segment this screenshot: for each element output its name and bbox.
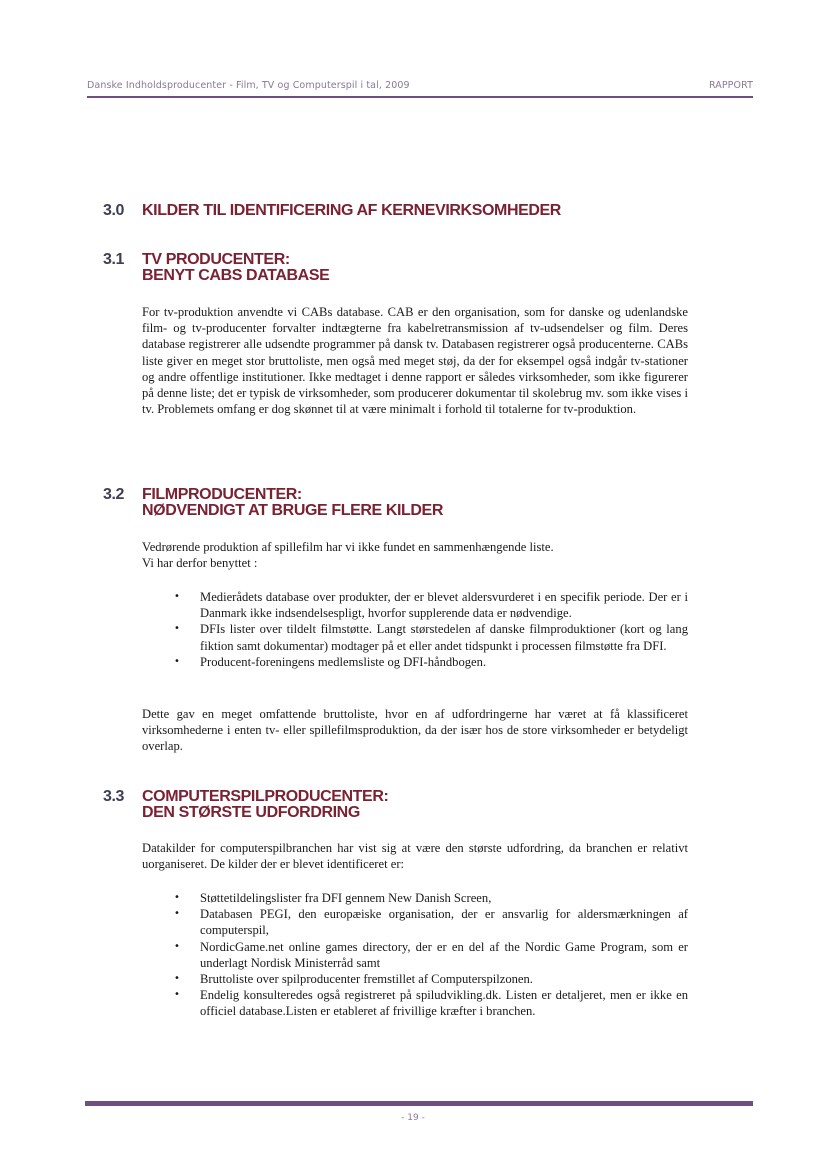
bullet-icon: •: [174, 892, 180, 903]
section-3-3-intro: Datakilder for computerspilbranchen har vist sig at være den største udfordring, da branchen er relativt uorganiseret. De kilder der er blevet identificeret er:: [142, 841, 688, 872]
page-number: - 19 -: [401, 1113, 425, 1123]
list-item: [172, 654, 688, 670]
bullet-icon: •: [174, 940, 180, 952]
intro-line-1: Vedrørende produktion af spillefilm har vi ikke fundet en sammenhængende liste.: [142, 540, 554, 554]
section-3-2-intro: [142, 539, 688, 571]
header-title: Danske Indholdsproducenter - Film, TV og Computerspil i tal, 2009: [87, 80, 410, 91]
header-divider: [87, 96, 753, 98]
section-title-line1: COMPUTERSPILPRODUCENTER:: [142, 788, 389, 805]
list-item-text: Producent-foreningens medlemsliste og DFI-håndbogen.: [200, 654, 487, 669]
running-header: [87, 80, 753, 91]
section-title-line2: BENYT CABS DATABASE: [142, 267, 330, 284]
list-item: [172, 621, 688, 653]
section-number: 3.2: [103, 486, 125, 503]
list-item-text: NordicGame.net online games directory, der er en del af the Nordic Game Program, som er underlagt Nordisk Ministerråd samt: [200, 939, 688, 970]
list-item: [172, 939, 688, 971]
bullet-icon: •: [174, 908, 180, 920]
intro-line-2: Vi har derfor benyttet :: [142, 556, 258, 571]
bullet-icon: •: [174, 591, 180, 602]
section-3-2-heading: [103, 487, 443, 519]
list-item-text: Bruttoliste over spilproducenter fremstillet af Computerspilzonen.: [200, 972, 533, 987]
section-title-line1: TV PRODUCENTER:: [142, 251, 290, 268]
list-item: [172, 589, 688, 621]
section-3-1-heading: [103, 252, 329, 284]
section-title-line2: DEN STØRSTE UDFORDRING: [142, 804, 360, 821]
section-number: 3.3: [103, 788, 125, 805]
list-item-text: DFIs lister over tildelt filmstøtte. Langt størstedelen af danske filmproduktioner (kort og lang fiktion samt dokumentar) modtager på et eller andet tidspunkt i processen filmstøtte fra DFI.: [200, 622, 688, 653]
list-item-text: Endelig konsulteredes også registreret på spiludvikling.dk. Listen er detaljeret, men er ikke en officiel database.Listen er etableret af frivillige kræfter i branchen.: [200, 988, 688, 1019]
list-item-text: Databasen PEGI, den europæiske organisation, der er ansvarlig for aldersmærkningen af computerspil,: [200, 907, 688, 938]
bullet-icon: •: [174, 623, 180, 635]
list-item: [172, 971, 688, 987]
section-title: KILDER TIL IDENTIFICERING AF KERNEVIRKSOMHEDER: [142, 202, 561, 219]
bullet-icon: •: [174, 655, 180, 667]
list-item-text: Støttetildelingslister fra DFI gennem New Danish Screen,: [200, 891, 492, 905]
section-title-line2: NØDVENDIGT AT BRUGE FLERE KILDER: [142, 502, 443, 519]
bullet-icon: •: [174, 989, 180, 1001]
section-number: 3.1: [103, 251, 125, 268]
section-3-0-heading: [103, 203, 561, 219]
list-item-text: Medierådets database over produkter, der er blevet aldersvurderet i en specifik periode. Der er i Danmark ikke indsendelsespligt, hvorfor supplerende data er nødvendige.: [200, 590, 688, 621]
footer-divider: [85, 1101, 753, 1106]
header-label: RAPPORT: [708, 80, 753, 91]
bullet-icon: •: [174, 973, 180, 985]
section-3-2-bullet-list: [172, 589, 688, 670]
list-item: [172, 906, 688, 938]
section-3-1-paragraph: For tv-produktion anvendte vi CABs database. CAB er den organisation, som for danske og udenlandske film- og tv-producenter forvalter indtægterne fra kabelretransmission af tv-udsendelser og film. Deres database registrerer alle udsendte programmer på dansk tv. Databasen registrerer også producenterne. CABs liste giver en meget stor bruttoliste, men også med meget støj, da der for eksempel også indgår tv-stationer og andre offentlige institutioner. Ikke medtaget i denne rapport er således virksomheder, som ikke figurerer på denne liste; det er typisk de virksomheder, som producerer dokumentar til skolebrug mv. som ikke vises i tv. Problemets omfang er dog skønnet til at være minimalt i forhold til totalerne for tv-produktion.: [142, 305, 688, 417]
list-item: [172, 987, 688, 1019]
section-3-3-heading: [103, 789, 388, 821]
section-title-line1: FILMPRODUCENTER:: [142, 486, 302, 503]
list-item: [172, 890, 688, 906]
section-number: 3.0: [103, 202, 125, 219]
section-3-3-bullet-list: [172, 890, 688, 1020]
section-3-2-closing: Dette gav en meget omfattende bruttoliste, hvor en af udfordringerne har været at få klassificeret virksomhederne i enten tv- eller spillefilmsproduktion, da der især hos de store virksomheder er betydeligt overlap.: [142, 707, 688, 754]
